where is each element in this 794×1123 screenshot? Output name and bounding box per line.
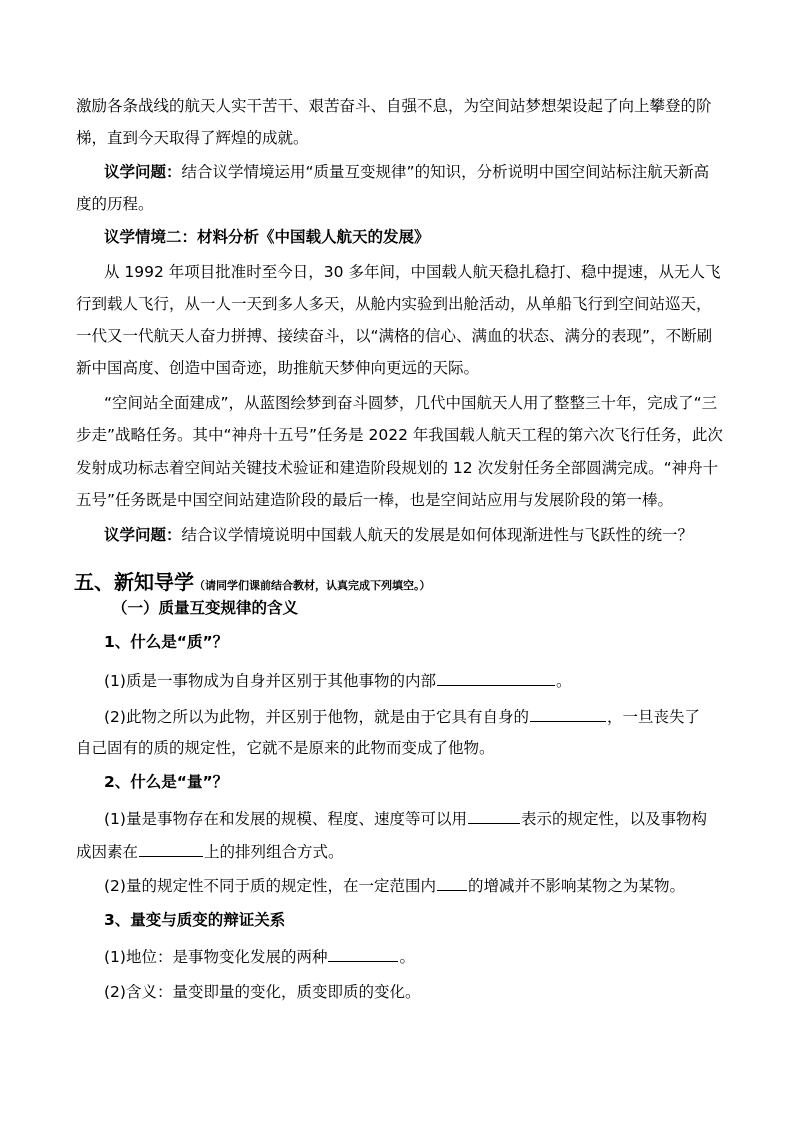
question-label: 议学问题： [104, 526, 182, 544]
paragraph-line: 发射成功标志着空间站关键技术验证和建造阶段规划的 12 次发射任务全部圆满完成。“神舟十 [76, 459, 719, 477]
fill-text: 上的排列组合方式。 [204, 843, 344, 861]
subsection-title: （一）质量互变规律的含义 [112, 599, 299, 617]
fill-line [104, 946, 415, 967]
paragraph-line: 一代又一代航天人奋力拼搏、接续奋斗，以“满格的信心、满血的状态、满分的表现”，不断刷 [76, 327, 713, 345]
scenario-2-title: 议学情境二：材料分析《中国载人航天的发展》 [104, 228, 430, 246]
fill-text: (1)地位：是事物变化发展的两种 [104, 948, 328, 966]
fill-text: 。 [399, 948, 415, 966]
paragraph-line: 五号”任务既是中国空间站建造阶段的最后一棒，也是空间站应用与发展阶段的第一棒。 [76, 491, 674, 509]
fill-line [76, 841, 344, 862]
fill-blank[interactable] [437, 670, 555, 686]
fill-text: 。 [555, 672, 572, 690]
section-5-heading [74, 566, 431, 595]
question-label: 议学问题： [104, 163, 182, 181]
fill-text: 表示的规定性，以及事物构 [520, 810, 707, 828]
question-2 [104, 525, 693, 545]
fill-line [104, 670, 571, 691]
paragraph-line: “空间站全面建成”，从蓝图绘梦到奋斗圆梦，几代中国航天人用了整整三十年，完成了“三 [104, 394, 718, 412]
fill-blank[interactable] [530, 706, 606, 722]
item-heading-quality: 1、什么是“质”？ [104, 633, 229, 651]
paragraph-line: 自己固有的质的规定性，它就不是原来的此物而变成了他物。 [76, 739, 495, 757]
paragraph-line: 激励各条战线的航天人实干苦干、艰苦奋斗、自强不息，为空间站梦想架设起了向上攀登的阶 [76, 97, 712, 115]
section-title: 五、新知导学 [74, 570, 194, 594]
item-heading-relation: 3、量变与质变的辩证关系 [104, 911, 286, 929]
fill-blank[interactable] [328, 946, 398, 962]
paragraph-line: 从 1992 年项目批准时至今日，30 多年间，中国载人航天稳扎稳打、稳中提速，从无人飞 [104, 263, 721, 281]
fill-text: 成因素在 [76, 843, 139, 861]
question-1 [104, 162, 709, 182]
fill-line [104, 875, 685, 896]
fill-text: 的增减并不影响某物之为某物。 [467, 877, 685, 895]
fill-text: ，一旦丧失了 [606, 708, 700, 726]
fill-blank[interactable] [437, 875, 467, 891]
section-note: （请同学们课前结合教材，认真完成下列填空。） [194, 579, 431, 592]
fill-text: (1)质是一事物成为自身并区别于其他事物的内部 [104, 672, 436, 690]
fill-line [104, 706, 700, 727]
paragraph-line: 新中国高度、创造中国奇迹，助推航天梦伸向更远的天际。 [76, 359, 480, 377]
question-text: 结合议学情境运用“质量互变规律”的知识，分析说明中国空间站标注航天新高 [181, 163, 710, 181]
paragraph-line: (2)含义：量变即量的变化，质变即质的变化。 [104, 983, 421, 1001]
fill-blank[interactable] [468, 808, 520, 824]
paragraph-line: 梯，直到今天取得了辉煌的成就。 [76, 129, 309, 147]
question-text: 结合议学情境说明中国载人航天的发展是如何体现渐进性与飞跃性的统一？ [181, 526, 694, 544]
fill-text: (2)此物之所以为此物，并区别于他物，就是由于它具有自身的 [104, 708, 529, 726]
paragraph-line: 行到载人飞行，从一人一天到多人多天，从舱内实验到出舱活动，从单船飞行到空间站巡天， [76, 295, 712, 313]
fill-line [104, 808, 707, 829]
paragraph-line: 度的历程。 [76, 195, 154, 213]
item-heading-quantity: 2、什么是“量”？ [104, 773, 229, 791]
fill-blank[interactable] [139, 841, 203, 857]
fill-text: (1)量是事物存在和发展的规模、程度、速度等可以用 [104, 810, 467, 828]
paragraph-line: 步走”战略任务。其中“神舟十五号”任务是 2022 年我国载人航天工程的第六次飞行任务，此次 [76, 426, 723, 444]
fill-text: (2)量的规定性不同于质的规定性，在一定范围内 [104, 877, 436, 895]
